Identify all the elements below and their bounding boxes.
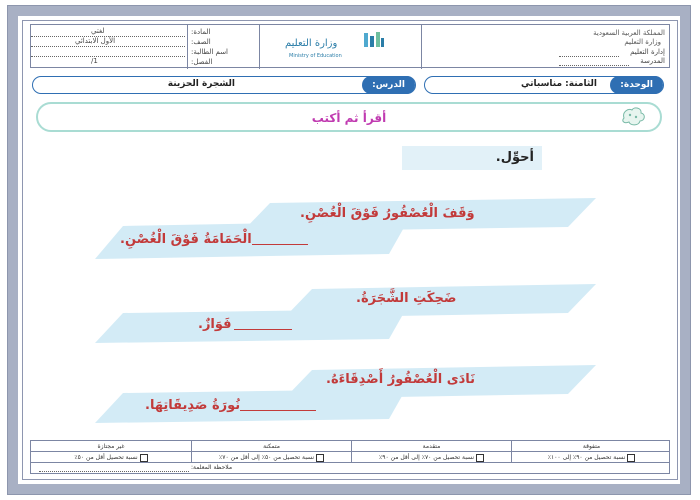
level-desc-row [31, 452, 669, 463]
unit-label: الوحدة: [610, 76, 663, 94]
unit-value: الثامنة: مناسباتي [521, 79, 597, 89]
level-title-3: متمكنة [191, 441, 351, 452]
grade-value: الأول الابتدائي [75, 37, 116, 45]
level-checkbox-2[interactable] [476, 454, 484, 462]
answer-blank-1[interactable] [252, 244, 308, 245]
lesson-label: الدرس: [362, 76, 415, 94]
lesson-value: الشجرة الحزينة [167, 79, 235, 89]
level-desc-4: نسبة تحصيل أقل من ٥٠٪ [31, 452, 191, 463]
level-checkbox-4[interactable] [140, 454, 148, 462]
ministry-name: وزارة التعليم [285, 38, 338, 49]
answer-sentence-2: فَوَازٌ. [198, 317, 232, 332]
exercise-title: أحوِّل. [495, 150, 534, 165]
level-title-row [31, 441, 669, 452]
model-sentence-2: ضَحِكَتِ الشَّجَرَةُ. [356, 291, 457, 306]
answer-blank-2[interactable] [234, 329, 292, 330]
school-label: المدرسة [640, 57, 665, 65]
subject-value: لغتي [91, 27, 105, 35]
assessment-table [30, 440, 670, 474]
level-desc-2: نسبة تحصيل من ٧٠٪ إلى أقل من ٩٠٪ [351, 452, 511, 463]
class-value: 1/ [91, 57, 98, 65]
teacher-notes-label: ملاحظة المعلمة: [191, 464, 233, 471]
class-label: الفصل: [191, 58, 213, 66]
answer-blank-3[interactable] [240, 410, 316, 411]
instruction-text: أقرأ ثم أكتب [311, 111, 387, 125]
level-desc-3: نسبة تحصيل من ٥٠٪ إلى أقل من ٧٠٪ [191, 452, 351, 463]
level-title-4: غير مجتازة [97, 443, 125, 450]
admin-label: إدارة التعليم [630, 48, 665, 56]
level-checkbox-3[interactable] [316, 454, 324, 462]
level-title-1: متفوقة [511, 441, 671, 452]
subject-label: المادة: [191, 28, 211, 36]
student-label: اسم الطالبة: [191, 48, 229, 56]
answer-shape-2 [95, 309, 406, 343]
model-sentence-3: نَادَى الْعُصْفُورُ أَصْدِقَاءَهُ. [326, 372, 476, 387]
model-sentence-1: وَقَفَ الْعُصْفُورُ فَوْقَ الْغُصْنِ. [300, 206, 475, 221]
level-desc-1: نسبة تحصيل من ٩٠٪ إلى ١٠٠٪ [511, 452, 671, 463]
teacher-notes-line[interactable] [39, 471, 189, 472]
kingdom-line-2: وزارة التعليم [624, 38, 661, 46]
answer-shape-3 [95, 389, 406, 423]
level-title-2: متقدمة [351, 441, 511, 452]
grade-label: الصف: [191, 38, 211, 46]
kingdom-line-1: المملكة العربية السعودية [593, 29, 665, 37]
answer-sentence-3: نُورَةُ صَدِيقَاتِهَا. [145, 398, 241, 413]
level-checkbox-1[interactable] [627, 454, 635, 462]
answer-sentence-1: الْحَمَامَةُ فَوْقَ الْغُصْنِ. [120, 232, 252, 247]
ministry-name-en: Ministry of Education [289, 53, 342, 59]
